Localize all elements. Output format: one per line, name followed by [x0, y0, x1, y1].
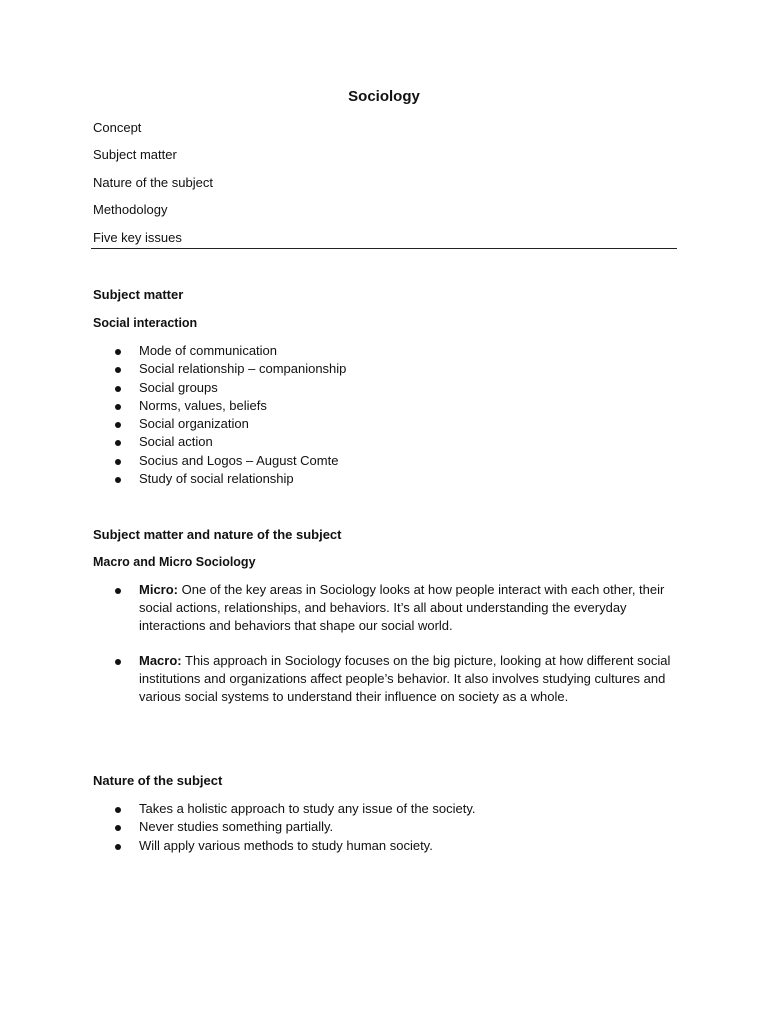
list-item: [93, 818, 683, 836]
bullet-icon: [115, 588, 121, 594]
list-item-text: Social organization: [139, 416, 249, 432]
bullet-list-nature: [93, 800, 683, 855]
micro-description: One of the key areas in Sociology looks at how people interact with each other, their social actions, relationships, and behaviors. It’s all about understanding the everyday interactions and behaviors that shape our social world.: [139, 582, 665, 633]
bullet-icon: [115, 404, 121, 410]
list-item-text: Social groups: [139, 379, 218, 395]
list-item-macro: [93, 652, 683, 706]
list-item-micro: [93, 581, 683, 635]
bullet-icon: [115, 422, 121, 428]
list-item-text: Never studies something partially.: [139, 819, 334, 835]
list-item: [93, 379, 683, 397]
subheading-social-interaction: Social interaction: [93, 316, 198, 330]
list-item-text: Mode of communication: [139, 343, 278, 358]
section-heading-nature: Nature of the subject: [93, 773, 223, 788]
list-item: [93, 433, 683, 451]
list-item-text: Social action: [139, 434, 213, 450]
bullet-icon: [115, 477, 121, 483]
bullet-list-social-interaction: [93, 342, 683, 488]
bullet-icon: [115, 459, 121, 465]
list-item: [93, 470, 683, 488]
bullet-list-macro-micro: [93, 581, 683, 706]
list-item-text: Social relationship – companionship: [139, 361, 347, 377]
list-item: [93, 800, 683, 818]
section-heading-subject-matter-nature: Subject matter and nature of the subject: [93, 527, 342, 542]
document-title: Sociology: [348, 88, 420, 105]
term-micro: Micro:: [139, 582, 178, 597]
bullet-icon: [115, 825, 121, 831]
bullet-icon: [115, 659, 121, 665]
list-item-text: Study of social relationship: [139, 471, 294, 487]
toc-item-methodology: Methodology: [93, 202, 168, 217]
list-item: [93, 837, 683, 855]
toc-item-concept: Concept: [93, 120, 142, 135]
list-item: [93, 397, 683, 415]
list-item-text: Will apply various methods to study human society.: [139, 837, 433, 853]
macro-description: This approach in Sociology focuses on the big picture, looking at how different social institutions and organizations affect people’s behavior. It also involves studying cultures and various social systems to understand their influence on society as a whole.: [139, 653, 671, 704]
term-macro: Macro:: [139, 653, 182, 668]
list-item: [93, 360, 683, 378]
subheading-macro-micro: Macro and Micro Sociology: [93, 555, 256, 569]
toc-item-subject-matter: Subject matter: [93, 147, 177, 162]
list-item-text: Norms, values, beliefs: [139, 397, 267, 413]
horizontal-rule: [91, 248, 677, 249]
bullet-icon: [115, 844, 121, 850]
list-item: [93, 415, 683, 433]
bullet-icon: [115, 807, 121, 813]
bullet-icon: [115, 367, 121, 373]
list-item-text: Takes a holistic approach to study any issue of the society.: [139, 801, 476, 816]
toc-item-five-key-issues: Five key issues: [93, 230, 182, 245]
toc-item-nature: Nature of the subject: [93, 175, 213, 190]
section-heading-subject-matter: Subject matter: [93, 287, 184, 302]
list-item-text: Socius and Logos – August Comte: [139, 452, 339, 468]
bullet-icon: [115, 349, 121, 355]
bullet-icon: [115, 440, 121, 446]
list-item: [93, 452, 683, 470]
bullet-icon: [115, 386, 121, 392]
list-item: [93, 342, 683, 360]
